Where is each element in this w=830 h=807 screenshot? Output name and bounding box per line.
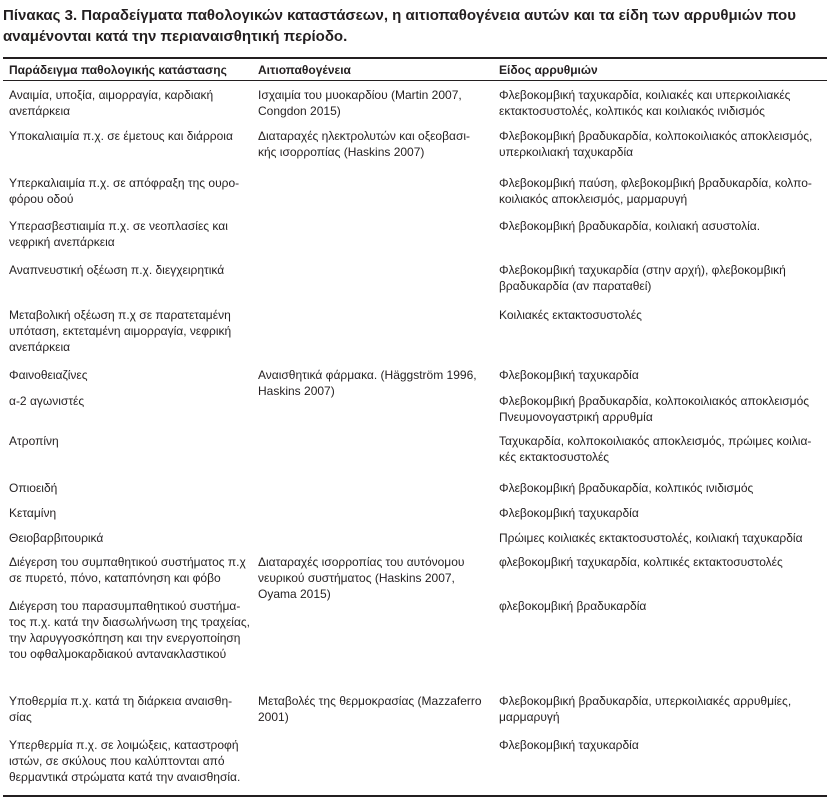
cell-condition: Διέγερση του παρασυμπαθητικού συστήμα- τος π.χ. κατά την διασωλήνωση της τραχείας, την λαρυγγοσκόπηση και την ενεργοποίηση του οφθαλμοκαρδιακού αντανακλαστικού xyxy=(9,599,251,661)
cell-pathogenesis: Διαταραχές ηλεκτρολυτών και οξεοβασι- κής ισορροπίας (Haskins 2007) xyxy=(258,129,471,159)
cell-arrhythmia: Ταχυκαρδία, κολποκοιλιακός αποκλεισμός, πρώιμες κοιλια- κές εκτακτοσυστολές xyxy=(499,434,812,464)
cell-arrhythmia: Φλεβοκομβική βραδυκαρδία, υπερκοιλιακές αρρυθμίες, μαρμαρυγή xyxy=(499,694,792,724)
cell-condition: Φαινοθειαζίνες xyxy=(9,368,88,382)
cell-condition: Διέγερση του συμπαθητικού συστήματος π.χ σε πυρετό, πόνο, καταπόνηση και φόβο xyxy=(9,555,246,585)
cell-condition: Υπερθερμία π.χ. σε λοιμώξεις, καταστροφή ιστών, σε σκύλους που καλύπτονται από θερμαντικά στρώματα κατά την αναισθησία. xyxy=(9,738,241,784)
cell-arrhythmia: Πρώιμες κοιλιακές εκτακτοσυστολές, κοιλιακή ταχυκαρδία xyxy=(499,531,803,545)
cell-pathogenesis: Διαταραχές ισορροπίας του αυτόνομου νευρικού συστήματος (Haskins 2007, Oyama 2015) xyxy=(258,555,465,601)
table-caption: Πίνακας 3. Παραδείγματα παθολογικών καταστάσεων, η αιτιοπαθογένεια αυτών και τα είδη των αρρυθμιών που αναμένονται κατά την περιαναισθητική περίοδο. xyxy=(3,7,796,45)
cell-arrhythmia: Φλεβοκομβική βραδυκαρδία, κοιλιακή ασυστολία. xyxy=(499,219,761,233)
cell-condition: Κεταμίνη xyxy=(9,506,57,520)
table-bottom-rule xyxy=(3,795,827,797)
cell-pathogenesis: Ισχαιμία του μυοκαρδίου (Martin 2007, Congdon 2015) xyxy=(258,88,462,118)
cell-arrhythmia: Φλεβοκομβική βραδυκαρδία, κολπικός ινιδισμός xyxy=(499,481,754,495)
cell-pathogenesis: Αναισθητικά φάρμακα. (Häggström 1996, Haskins 2007) xyxy=(258,368,477,398)
cell-arrhythmia: φλεβοκομβική βραδυκαρδία xyxy=(499,599,647,613)
header-condition: Παράδειγμα παθολογικής κατάστασης xyxy=(9,63,227,77)
cell-condition: Υποθερμία π.χ. κατά τη διάρκεια αναισθη- σίας xyxy=(9,694,233,724)
cell-condition: Υπερκαλιαιμία π.χ. σε απόφραξη της ουρο- φόρου οδού xyxy=(9,176,240,206)
cell-arrhythmia: Φλεβοκομβική ταχυκαρδία xyxy=(499,506,639,520)
cell-condition: Αναιμία, υποξία, αιμορραγία, καρδιακή ανεπάρκεια xyxy=(9,88,214,118)
cell-condition: Αναπνευστική οξέωση π.χ. διεγχειρητικά xyxy=(9,263,225,277)
cell-arrhythmia: Κοιλιακές εκτακτοσυστολές xyxy=(499,308,642,322)
cell-condition: α-2 αγωνιστές xyxy=(9,394,85,408)
header-rule xyxy=(3,80,827,81)
cell-pathogenesis: Μεταβολές της θερμοκρασίας (Mazzaferro 2001) xyxy=(258,694,482,724)
cell-arrhythmia: Φλεβοκομβική ταχυκαρδία xyxy=(499,738,639,752)
cell-arrhythmia: Φλεβοκομβική ταχυκαρδία, κοιλιακές και υπερκοιλιακές εκτακτοσυστολές, κολπικός και κοιλιακός ινιδισμός xyxy=(499,88,791,118)
cell-condition: Ατροπίνη xyxy=(9,434,59,448)
cell-condition: Υπερασβεστιαιμία π.χ. σε νεοπλασίες και νεφρική ανεπάρκεια xyxy=(9,219,228,249)
cell-arrhythmia: φλεβοκομβική ταχυκαρδία, κολπικές εκτακτοσυστολές xyxy=(499,555,783,569)
header-pathogenesis: Αιτιοπαθογένεια xyxy=(258,63,351,77)
cell-arrhythmia: Φλεβοκομβική ταχυκαρδία xyxy=(499,368,639,382)
cell-condition: Θειοβαρβιτουρικά xyxy=(9,531,104,545)
cell-condition: Μεταβολική οξέωση π.χ σε παρατεταμένη υπόταση, εκτεταμένη αιμορραγία, νεφρική ανεπάρκεια xyxy=(9,308,232,354)
cell-condition: Υποκαλιαιμία π.χ. σε έμετους και διάρροια xyxy=(9,129,233,143)
cell-condition: Οπιοειδή xyxy=(9,481,58,495)
cell-arrhythmia: Φλεβοκομβική ταχυκαρδία (στην αρχή), φλεβοκομβική βραδυκαρδία (αν παραταθεί) xyxy=(499,263,786,293)
table-top-rule xyxy=(3,57,827,59)
cell-arrhythmia: Φλεβοκομβική βραδυκαρδία, κολποκοιλιακός αποκλεισμός, υπερκοιλιακή ταχυκαρδία xyxy=(499,129,813,159)
header-arrhythmia: Είδος αρρυθμιών xyxy=(499,63,598,77)
cell-arrhythmia: Φλεβοκομβική παύση, φλεβοκομβική βραδυκαρδία, κολπο- κοιλιακός αποκλεισμός, μαρμαρυγή xyxy=(499,176,812,206)
cell-arrhythmia: Φλεβοκομβική βραδυκαρδία, κολποκοιλιακός αποκλεισμός Πνευμονογαστρική αρρυθμία xyxy=(499,394,810,424)
